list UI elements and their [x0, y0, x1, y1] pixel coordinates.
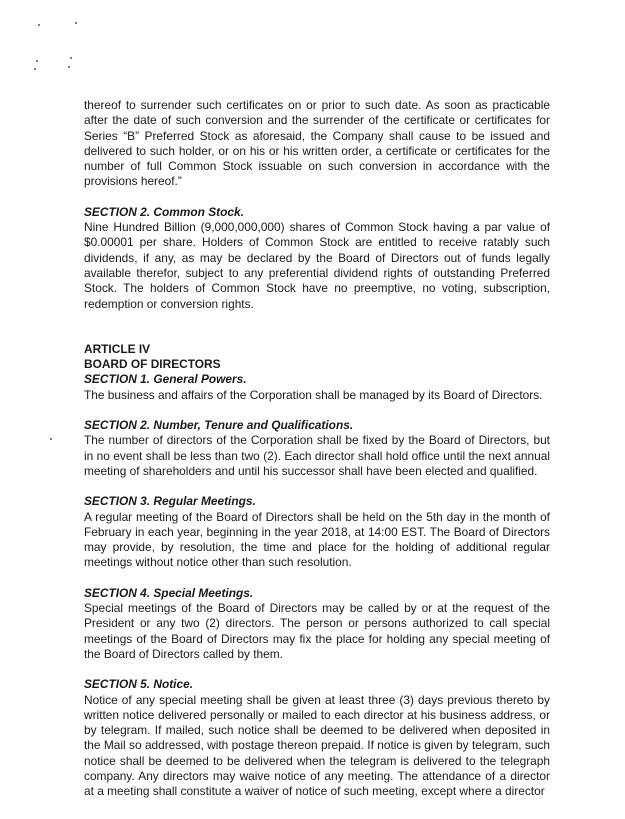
- section-title: SECTION 3. Regular Meetings.: [84, 494, 256, 509]
- section-body: A regular meeting of the Board of Directors shall be held on the 5th day in the month of February in each year, beginning in the year 2018, at 14:00 EST. The Board of Directors may provide, by resolution, the time and place for the holding of additional regular meetings without notice other than such resolution.: [84, 509, 550, 570]
- section-body: Nine Hundred Billion (9,000,000,000) shares of Common Stock having a par value of $0.00001 per share. Holders of Common Stock are entitled to receive ratably such dividends, if any, as may be declared by the Board of Directors out of funds legally available therefor, subject to any preferential dividend rights of outstanding Preferred Stock. The holders of Common Stock have no preemptive, no voting, subscription, redemption or conversion rights.: [84, 220, 550, 311]
- continuation-paragraph: thereof to surrender such certificates on or prior to such date. As soon as practicable after the date of such conversion and the surrender of the certificate or certificates for Series “B” Preferred Stock as aforesaid, the Company shall cause to be issued and delivered to such holder, or on his or his written order, a certificate or certificates for the number of full Common Stock issuable on such conversion in accordance with the provisions hereof.”: [84, 98, 550, 189]
- section-regular-meetings: [84, 494, 550, 570]
- section-title: SECTION 1. General Powers.: [84, 372, 247, 387]
- section-title: SECTION 5. Notice.: [84, 677, 194, 692]
- section-number-tenure: [84, 418, 550, 479]
- scan-speck: [36, 60, 38, 62]
- scan-speck: [75, 22, 77, 24]
- scan-speck: [34, 68, 36, 70]
- section-title: SECTION 2. Common Stock.: [84, 204, 244, 219]
- document-page: [84, 98, 550, 800]
- section-special-meetings: [84, 586, 550, 662]
- scan-speck: [68, 66, 70, 68]
- scan-speck: [38, 24, 40, 26]
- scan-speck: [70, 57, 72, 59]
- section-title: SECTION 2. Number, Tenure and Qualifications.: [84, 418, 354, 433]
- section-general-powers: [84, 372, 550, 403]
- section-body: Notice of any special meeting shall be given at least three (3) days previous thereto by written notice delivered personally or mailed to each director at his business address, or by telegram. If mailed, such notice shall be deemed to be delivered when deposited in the Mail so addressed, with postage thereon prepaid. If notice is given by telegram, such notice shall be deemed to be delivered when the telegram is delivered to the telegraph company. Any directors may waive notice of any meeting. The attendance of a director at a meeting shall constitute a waiver of notice of such meeting, except where a director: [84, 692, 550, 799]
- section-body: Special meetings of the Board of Directors may be called by or at the request of the President or any two (2) directors. The person or persons authorized to call special meetings of the Board of Directors may fix the place for holding any special meeting of the Board of Directors called by them.: [84, 601, 550, 661]
- article-number: ARTICLE IV: [84, 341, 151, 356]
- section-notice: [84, 677, 550, 799]
- section-body: The business and affairs of the Corporation shall be managed by its Board of Directors.: [84, 387, 543, 402]
- article-name: BOARD OF DIRECTORS: [84, 357, 221, 372]
- section-title: SECTION 4. Special Meetings.: [84, 585, 254, 600]
- section-common-stock: [84, 205, 550, 312]
- section-body: The number of directors of the Corporation shall be fixed by the Board of Directors, but in no event shall be less than two (2). Each director shall hold office until the next annual meeting of shareholders and until his successor shall have been elected and qualified.: [84, 433, 550, 478]
- scan-speck: [50, 438, 52, 440]
